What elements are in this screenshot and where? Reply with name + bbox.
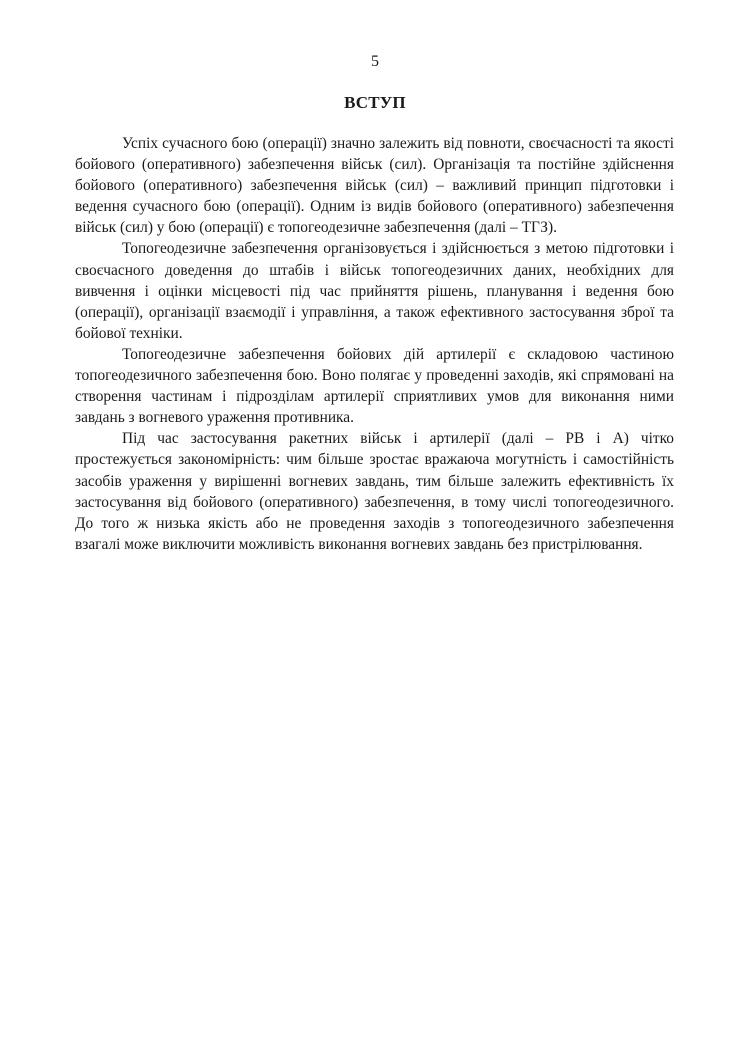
section-heading: ВСТУП — [344, 93, 406, 112]
paragraph-2: Топогеодезичне забезпечення організовується і здійснюється з метою підготовки і своєчасного доведення до штабів і військ топогеодезичних даних, необхідних для вивчення і оцінки місцевості під час прийняття рішень, планування і ведення бою (операції), організації взаємодії і управління, а також ефективного застосування зброї та бойової техніки. — [75, 240, 674, 342]
page-number: 5 — [371, 53, 379, 70]
body-text — [75, 133, 674, 555]
paragraph-3: Топогеодезичне забезпечення бойових дій артилерії є складовою частиною топогеодезичного забезпечення бою. Воно полягає у проведенні заходів, які спрямовані на створення частинам і підрозділам артилерії сприятливих умов для виконання ними завдань з вогневого ураження противника. — [75, 345, 674, 427]
paragraph-4: Під час застосування ракетних військ і артилерії (далі – РВ і А) чітко простежується закономірність: чим більше зростає вражаюча могутність і самостійність засобів ураження у вирішенні вогневих завдань, тим більше залежить ефективність їх застосування від бойового (оперативного) забезпечення, в тому числі топогеодезичного. До того ж низька якість або не проведення заходів з топогеодезичного забезпечення взагалі може виключити можливість виконання вогневих завдань без пристрілювання. — [75, 430, 674, 553]
paragraph-1: Успіх сучасного бою (операції) значно залежить від повноти, своєчасності та якості бойового (оперативного) забезпечення військ (сил). Організація та постійне здійснення бойового (оперативного) забезпечення військ (сил) – важливий принцип підготовки і ведення сучасного бою (операції). Одним із видів бойового (оперативного) забезпечення військ (сил) у бою (операції) є топогеодезичне забезпечення (далі – ТГЗ). — [75, 135, 674, 237]
